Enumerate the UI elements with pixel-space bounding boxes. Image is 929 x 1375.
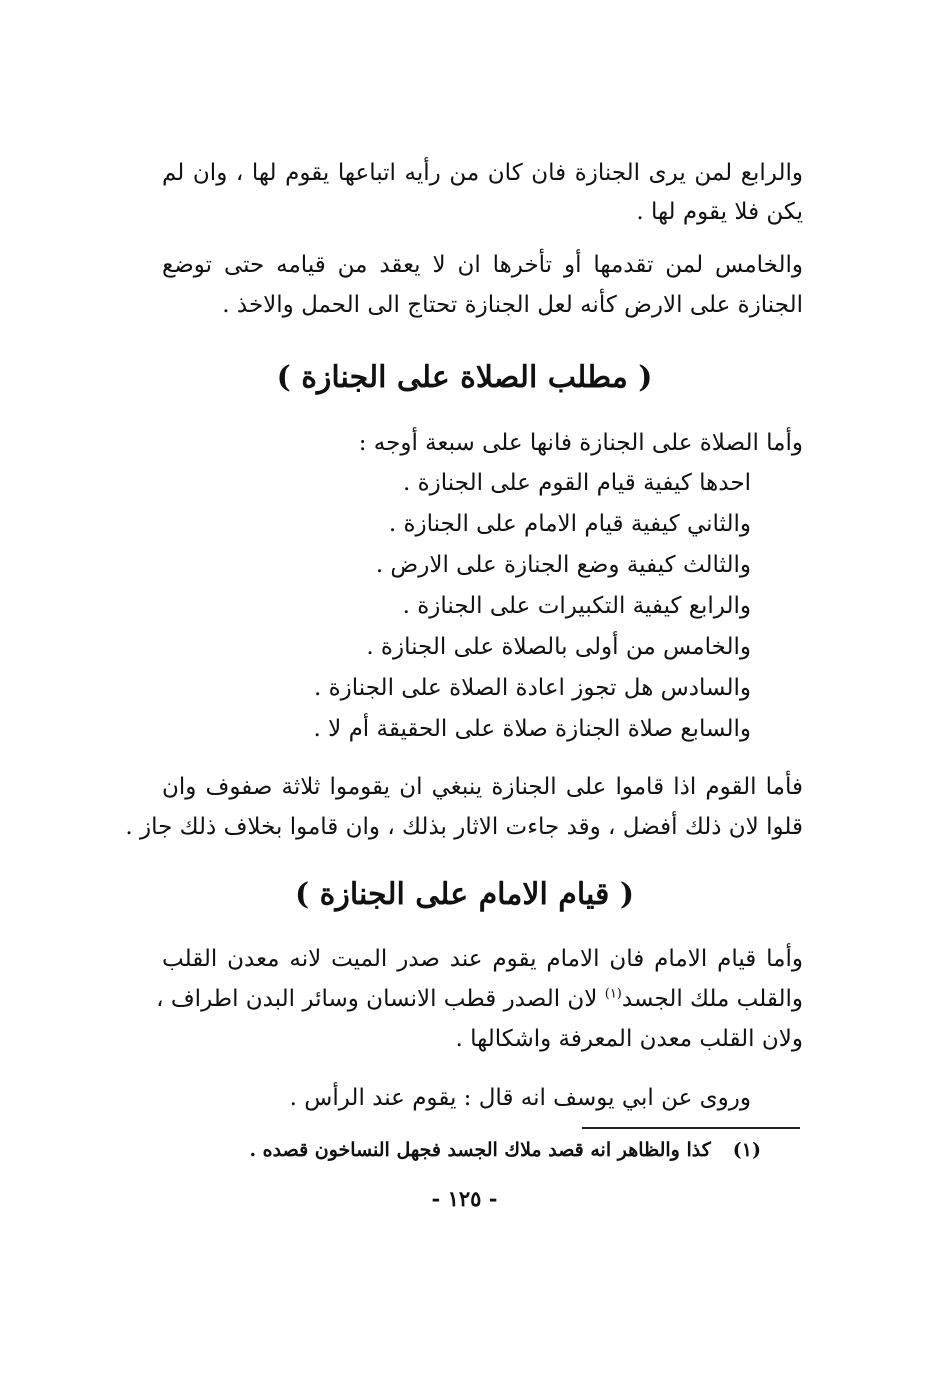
section-heading-imam-standing: ( قيام الامام على الجنازة ) (294, 877, 635, 912)
paragraph-4-line-1: وأما قيام الامام فان الامام يقوم عند صدر الميت لانه معدن القلب (162, 946, 803, 972)
paragraph-1-line-1: والرابع لمن يرى الجنازة فان كان من رأيه اتباعها يقوم لها ، وان لم (162, 160, 803, 186)
footnote-text: كذا والظاهر انه قصد ملاك الجسد فجهل النساخون قصده . (249, 1139, 711, 1161)
page-number: - ١٢٥ - (431, 1186, 498, 1211)
paragraph-2-line-1: والخامس لمن تقدمها أو تأخرها ان لا يعقد من قيامه حتى توضع (162, 252, 803, 278)
paragraph-4-line-2-start: والقلب ملك الجسد (621, 986, 803, 1012)
footnote-number: (١) (732, 1139, 761, 1161)
list-item: والرابع كيفية التكبيرات على الجنازة . (402, 593, 751, 619)
intro-line: وأما الصلاة على الجنازة فانها على سبعة أوجه : (358, 430, 803, 456)
footnote-separator (582, 1127, 800, 1129)
list-item: احدها كيفية قيام القوم على الجنازة . (403, 470, 751, 496)
paragraph-4-line-2 (156, 984, 803, 1014)
list-item: والخامس من أولى بالصلاة على الجنازة . (366, 634, 751, 660)
footnote (249, 1137, 761, 1163)
paragraph-5: وروى عن ابي يوسف انه قال : يقوم عند الرأس . (289, 1085, 751, 1111)
list-item: والثاني كيفية قيام الامام على الجنازة . (388, 511, 751, 537)
list-item: والثالث كيفية وضع الجنازة على الارض . (375, 552, 751, 578)
list-item: والسابع صلاة الجنازة صلاة على الحقيقة أم لا . (313, 716, 751, 742)
paragraph-1-line-2: يكن فلا يقوم لها . (636, 199, 803, 225)
paragraph-4-line-3: ولان القلب معدن المعرفة واشكالها . (455, 1026, 803, 1052)
section-heading-funeral-prayer: ( مطلب الصلاة على الجنازة ) (276, 360, 653, 395)
paragraph-3-line-1: فأما القوم اذا قاموا على الجنازة ينبغي ان يقوموا ثلاثة صفوف وان (162, 774, 803, 800)
list-item: والسادس هل تجوز اعادة الصلاة على الجنازة . (313, 675, 751, 701)
paragraph-4-line-2-end: لان الصدر قطب الانسان وسائر البدن اطراف ، (156, 986, 605, 1012)
footnote-reference: (١) (604, 986, 622, 1002)
paragraph-2-line-2: الجنازة على الارض كأنه لعل الجنازة تحتاج الى الحمل والاخذ . (222, 292, 803, 318)
paragraph-3-line-2: قلوا لان ذلك أفضل ، وقد جاءت الاثار بذلك ، وان قاموا بخلاف ذلك جاز . (125, 814, 803, 840)
